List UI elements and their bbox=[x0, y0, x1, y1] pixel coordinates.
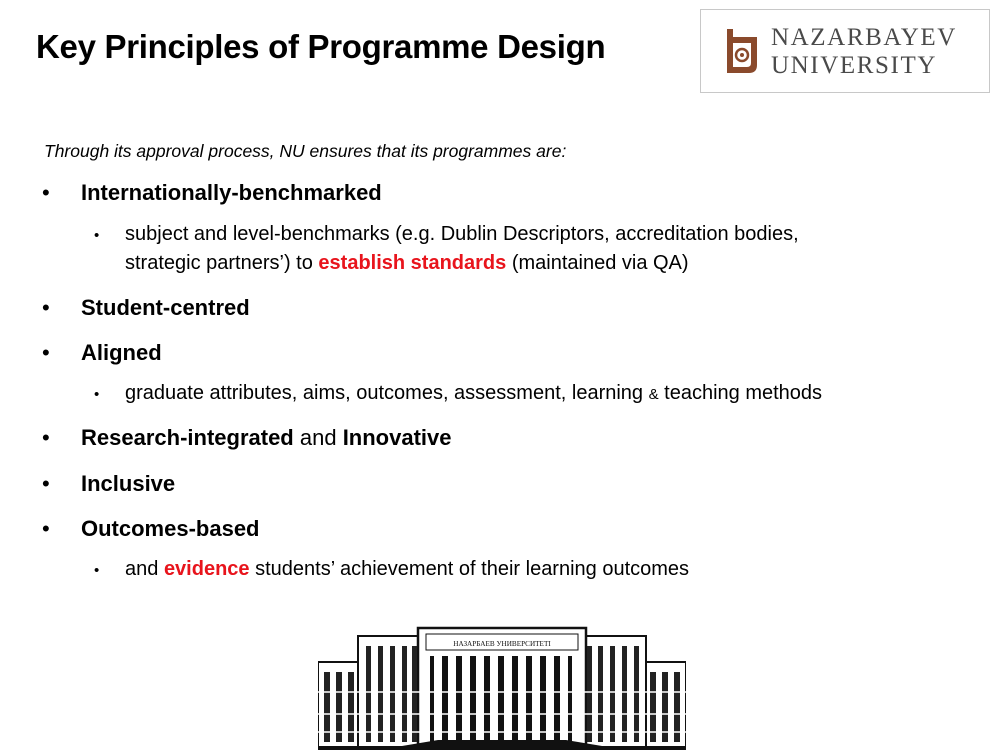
item-label: Research-integrated bbox=[81, 425, 294, 450]
sub-bullet-icon: • bbox=[94, 562, 100, 579]
sub-item-text: graduate attributes, aims, outcomes, assessment, learning bbox=[125, 382, 649, 404]
bullet-icon: • bbox=[42, 340, 50, 365]
bullet-icon: • bbox=[42, 425, 50, 450]
bullet-icon: • bbox=[42, 180, 50, 205]
logo-emblem-icon bbox=[725, 27, 761, 75]
bullet-icon: • bbox=[42, 516, 50, 541]
ampersand-text: & bbox=[648, 386, 659, 403]
logo-line-1: NAZARBAYEV bbox=[771, 24, 957, 51]
university-building-illustration bbox=[318, 622, 686, 750]
intro-text: Through its approval process, NU ensures that its programmes are: bbox=[44, 141, 567, 161]
sub-item-text: strategic partners’) to bbox=[125, 252, 319, 274]
highlight-text: establish standards bbox=[318, 252, 507, 274]
item-joiner: and bbox=[293, 425, 343, 450]
bullet-icon: • bbox=[42, 295, 50, 320]
slide-title: Key Principles of Programme Design bbox=[36, 28, 606, 65]
sub-bullet-icon: • bbox=[94, 227, 100, 244]
item-label: Aligned bbox=[81, 340, 162, 365]
sub-item-text: students’ achievement of their learning outcomes bbox=[249, 558, 690, 580]
item-label: Innovative bbox=[342, 425, 452, 450]
logo-line-2: UNIVERSITY bbox=[771, 52, 937, 79]
highlight-text: evidence bbox=[163, 558, 250, 580]
item-label: Student-centred bbox=[81, 295, 250, 320]
sub-item-text: and bbox=[125, 558, 164, 580]
sub-bullet-icon: • bbox=[94, 386, 100, 403]
building-sign-text: НАЗАРБАЕВ УНИВЕРСИТЕТІ bbox=[453, 640, 551, 648]
item-label: Internationally-benchmarked bbox=[81, 180, 382, 205]
item-label: Outcomes-based bbox=[81, 516, 260, 541]
sub-item-line: subject and level-benchmarks (e.g. Dublin Descriptors, accreditation bodies, bbox=[125, 223, 799, 245]
sub-item-text: teaching methods bbox=[658, 382, 823, 404]
sub-item-text: (maintained via QA) bbox=[506, 252, 689, 274]
university-logo bbox=[700, 9, 990, 93]
item-label: Inclusive bbox=[81, 471, 176, 496]
bullet-icon: • bbox=[42, 471, 50, 496]
